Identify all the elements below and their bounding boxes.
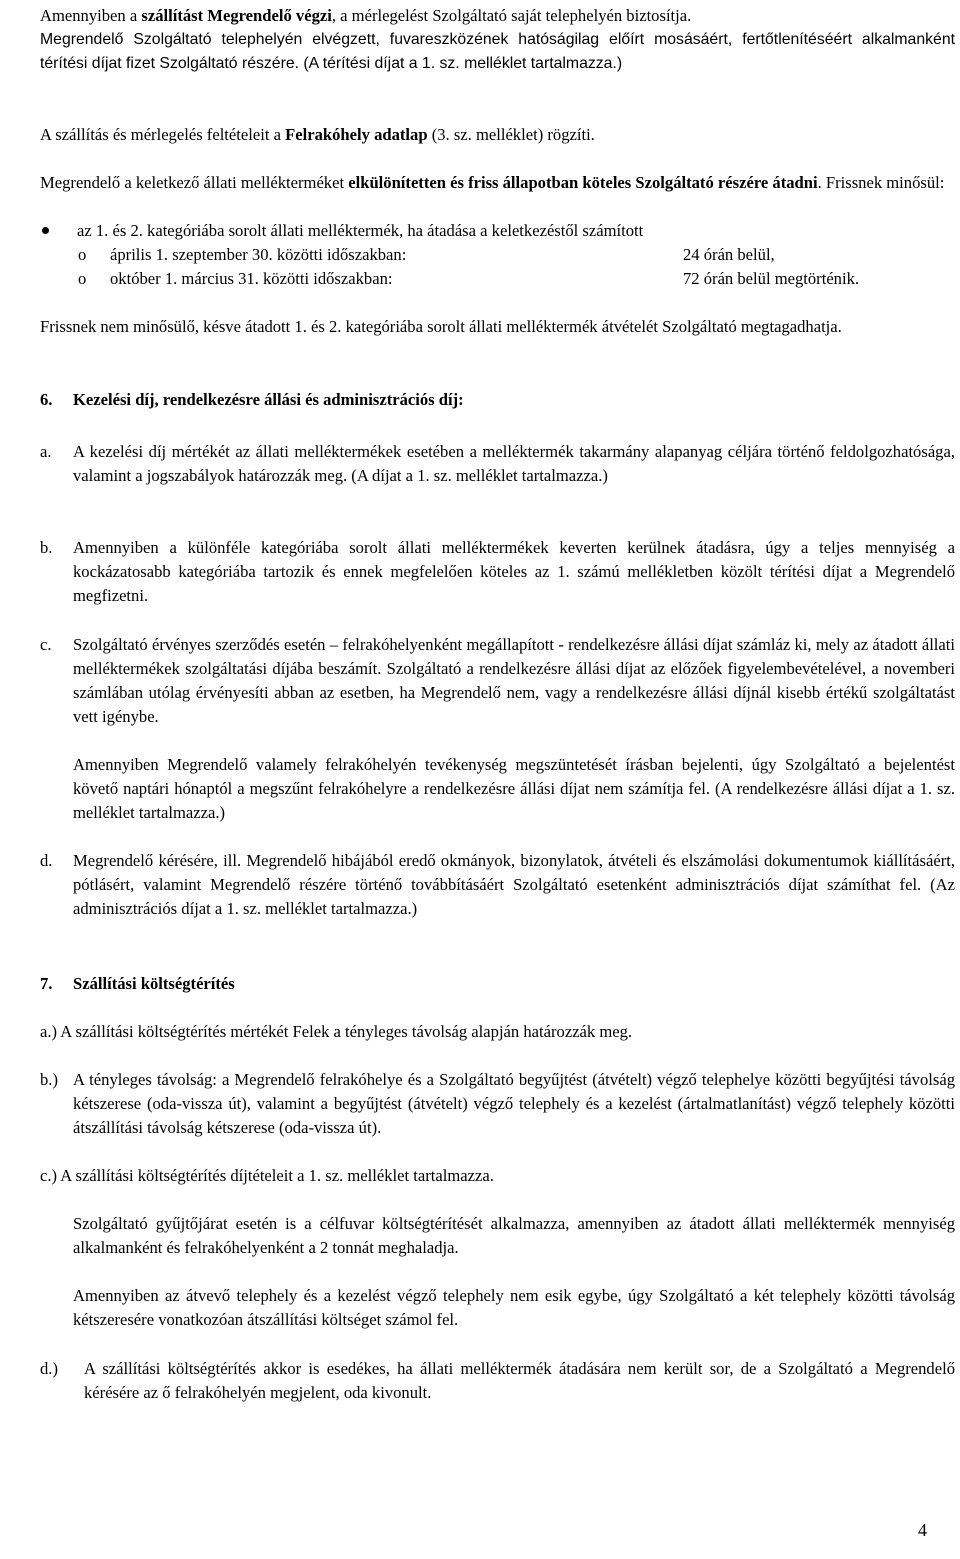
- sub-bullet-marker: o: [78, 245, 87, 264]
- sub-bullet-marker: o: [78, 269, 87, 288]
- page-number: 4: [918, 1520, 927, 1540]
- item-a-text: A kezelési díj mértékét az állati melléktermékek esetében a melléktermék takarmány alapanyag céljára történő feldolgozhatósága, valamint a jogszabályok határozzák meg. (A díjat a 1. sz. melléklet tartalmazza.): [73, 442, 955, 485]
- item-7c-text-2: Szolgáltató gyűjtőjárat esetén is a célfuvar költségtérítését alkalmazza, amennyiben az átadott állati melléktermék mennyiség alkalmanként és felrakóhelyenként a 2 tonnát meghaladja.: [73, 1214, 955, 1257]
- item-c-text: Szolgáltató érvényes szerződés esetén – felrakóhelyenként megállapított - rendelkezésre állási díjat számláz ki, mely az átadott állati melléktermékek szolgáltatási díjába beszámít. Szolgáltató a rendelkezésre állási díjat az előzőek figyelembevételével, a novemberi számlában utólag érvényesíti abban az esetben, ha Megrendelő nem, vagy a rendelkezésre állási díjnál kisebb értékű szolgáltatást vett igénybe.: [73, 635, 955, 726]
- paragraph-refusal: Frissnek nem minősülő, késve átadott 1. és 2. kategóriába sorolt állati melléktermék átvételét Szolgáltató megtagadhatja.: [40, 317, 842, 336]
- paragraph-conditions: A szállítás és mérlegelés feltételeit a Felrakóhely adatlap (3. sz. melléklet) rögzíti.: [40, 125, 595, 144]
- item-c-label: c.: [40, 635, 52, 654]
- bullet-item: az 1. és 2. kategóriába sorolt állati melléktermék, ha átadása a keletkezéstől számított: [77, 221, 644, 240]
- item-7c-text-3: Amennyiben az átvevő telephely és a kezelést végző telephely nem esik egybe, úgy Szolgáltató a két telephely közötti távolság kétszeresére vonatkozóan átszállítási költséget számol fel.: [73, 1286, 955, 1329]
- item-d-label: d.: [40, 851, 53, 870]
- section-7-title: Szállítási költségtérítés: [73, 974, 235, 993]
- item-7d-text: A szállítási költségtérítés akkor is esedékes, ha állati melléktermék átadására nem került sor, de a Szolgáltató a Megrendelő kérésére az ő felrakóhelyén megjelent, oda kivonult.: [84, 1359, 955, 1402]
- item-a-label: a.: [40, 442, 52, 461]
- bold-separated: elkülönítetten és friss állapotban köteles Szolgáltató részére átadni: [348, 173, 818, 192]
- item-7b-text: A tényleges távolság: a Megrendelő felrakóhelye és a Szolgáltató begyűjtést (átvételt) végző telephelye közötti begyűjtési távolság kétszerese (oda-vissza út), valamint a begyűjtést (átvételt) végző telephely és a kezelést (ártalmatlanítást) végző telephely közötti átszállítási távolság kétszerese (oda-vissza út).: [73, 1070, 955, 1137]
- paragraph-delivery: Amennyiben a szállítást Megrendelő végzi, a mérlegelést Szolgáltató saját telephelyén biztosítja.: [40, 6, 692, 25]
- period-winter: október 1. március 31. közötti időszakban:: [110, 269, 393, 288]
- time-summer: 24 órán belül,: [683, 245, 775, 264]
- item-7a-text: a.) A szállítási költségtérítés mértékét Felek a tényleges távolság alapján határozzák meg.: [40, 1022, 633, 1041]
- item-b-label: b.: [40, 538, 53, 557]
- section-6-title: Kezelési díj, rendelkezésre állási és adminisztrációs díj:: [73, 390, 464, 409]
- paragraph-fresh: Megrendelő a keletkező állati mellékterméket elkülönítetten és friss állapotban köteles Szolgáltató részére átadni. Frissnek minősül:: [40, 173, 945, 192]
- bold-delivery: szállítást Megrendelő végzi: [141, 6, 332, 25]
- section-6-number: 6.: [40, 390, 53, 409]
- time-winter: 72 órán belül megtörténik.: [683, 269, 860, 288]
- period-summer: április 1. szeptember 30. közötti időszakban:: [110, 245, 407, 264]
- paragraph-washing: Megrendelő Szolgáltató telephelyén elvégzett, fuvareszközének hatóságilag előírt mosásáért, fertőtlenítéséért alkalmanként térítési díjat fizet Szolgáltató részére. (A térítési díjat a 1. sz. melléklet tartalmazza.): [40, 31, 955, 72]
- item-7b-label: b.): [40, 1070, 58, 1089]
- item-7d-label: d.): [40, 1359, 58, 1378]
- item-7c-text: c.) A szállítási költségtérítés díjtételeit a 1. sz. melléklet tartalmazza.: [40, 1166, 494, 1185]
- item-b-text: Amennyiben a különféle kategóriába sorolt állati melléktermékek keverten kerülnek átadásra, úgy a teljes mennyiség a kockázatosabb kategóriába tartozik és ennek megfelelően köteles az 1. számú mellékletben közölt térítési díjat a Megrendelő megfizetni.: [73, 538, 955, 605]
- bullet-icon: [42, 227, 49, 234]
- item-c-text-2: Amennyiben Megrendelő valamely felrakóhelyén tevékenység megszüntetését írásban bejelenti, úgy Szolgáltató a bejelentést követő naptári hónaptól a megszűnt felrakóhelyre a rendelkezésre állási díjat nem számítja fel. (A rendelkezésre állási díjat a 1. sz. melléklet tartalmazza.): [73, 755, 955, 822]
- item-d-text: Megrendelő kérésére, ill. Megrendelő hibájából eredő okmányok, bizonylatok, átvételi és elszámolási dokumentumok kiállításáért, pótlásért, valamint Megrendelő részére történő továbbításáért Szolgáltató esetenként adminisztrációs díjat számíthat fel. (Az adminisztrációs díjat a 1. sz. melléklet tartalmazza.): [73, 851, 955, 918]
- section-7-number: 7.: [40, 974, 53, 993]
- bold-datasheet: Felrakóhely adatlap: [285, 125, 428, 144]
